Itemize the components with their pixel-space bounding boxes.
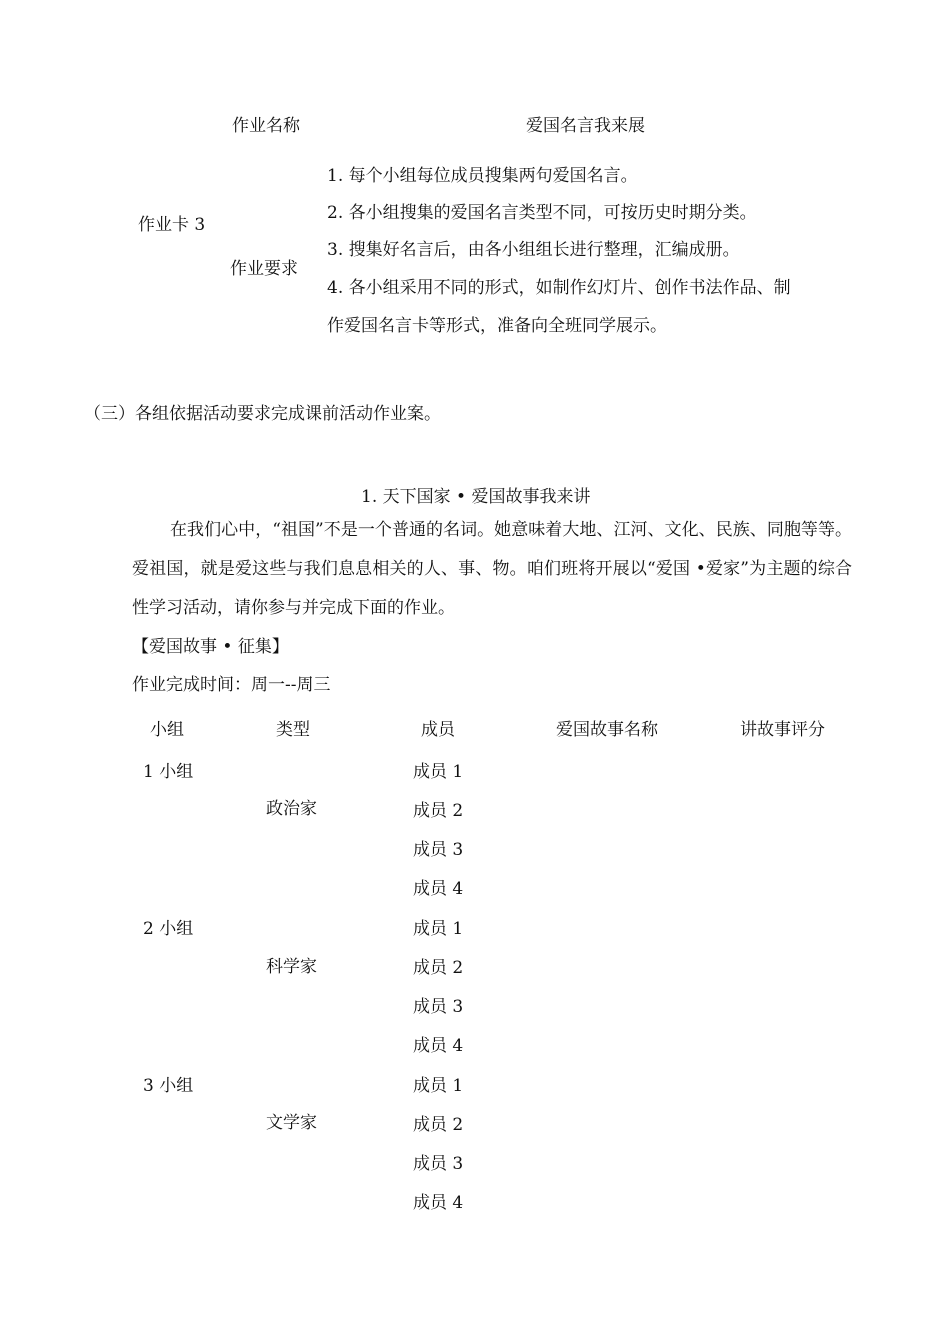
requirement-label: 作业要求: [230, 259, 298, 279]
group-type: 政治家: [266, 799, 317, 819]
header-type: 类型: [276, 720, 310, 740]
member-cell: 成员 2: [413, 801, 464, 821]
member-cell: 成员 4: [413, 1193, 464, 1213]
group-name: 1 小组: [143, 762, 194, 782]
member-cell: 成员 3: [413, 840, 464, 860]
member-cell: 成员 4: [413, 879, 464, 899]
header-member: 成员: [421, 720, 455, 740]
member-cell: 成员 4: [413, 1036, 464, 1056]
card-name-label: 作业名称: [232, 116, 300, 136]
requirement-item: 1. 每个小组每位成员搜集两句爱国名言。: [327, 166, 638, 186]
header-score: 讲故事评分: [740, 720, 825, 740]
group-name: 3 小组: [143, 1076, 194, 1096]
section-three-heading: （三）各组依据活动要求完成课前活动作业案。: [84, 404, 441, 424]
member-cell: 成员 2: [413, 958, 464, 978]
requirement-item: 4. 各小组采用不同的形式，如制作幻灯片、创作书法作品、制: [327, 278, 791, 298]
member-cell: 成员 2: [413, 1115, 464, 1135]
member-cell: 成员 3: [413, 1154, 464, 1174]
card-name-value: 爱国名言我来展: [526, 116, 645, 136]
group-type: 文学家: [266, 1113, 317, 1133]
requirement-item: 作爱国名言卡等形式，准备向全班同学展示。: [327, 316, 667, 336]
story-intro-paragraph: 在我们心中，“祖国”不是一个普通的名词。她意味着大地、江河、文化、民族、同胞等等。爱祖国，就是爱这些与我们息息相关的人、事、物。咱们班将开展以“爱国 •爱家”为主题的综合性学习活动，请你参与并完成下面的作业。: [132, 520, 852, 618]
card-label: 作业卡 3: [138, 215, 206, 235]
story-title: 1. 天下国家 • 爱国故事我来讲: [361, 487, 591, 507]
member-cell: 成员 1: [413, 1076, 464, 1096]
story-subheading: 【爱国故事 • 征集】: [132, 637, 289, 657]
requirement-item: 3. 搜集好名言后，由各小组组长进行整理，汇编成册。: [327, 240, 740, 260]
member-cell: 成员 1: [413, 762, 464, 782]
group-name: 2 小组: [143, 919, 194, 939]
completion-time: 作业完成时间：周一--周三: [132, 675, 331, 695]
member-cell: 成员 3: [413, 997, 464, 1017]
group-type: 科学家: [266, 957, 317, 977]
header-group: 小组: [150, 720, 184, 740]
member-cell: 成员 1: [413, 919, 464, 939]
header-story-name: 爱国故事名称: [556, 720, 658, 740]
requirement-item: 2. 各小组搜集的爱国名言类型不同，可按历史时期分类。: [327, 203, 757, 223]
